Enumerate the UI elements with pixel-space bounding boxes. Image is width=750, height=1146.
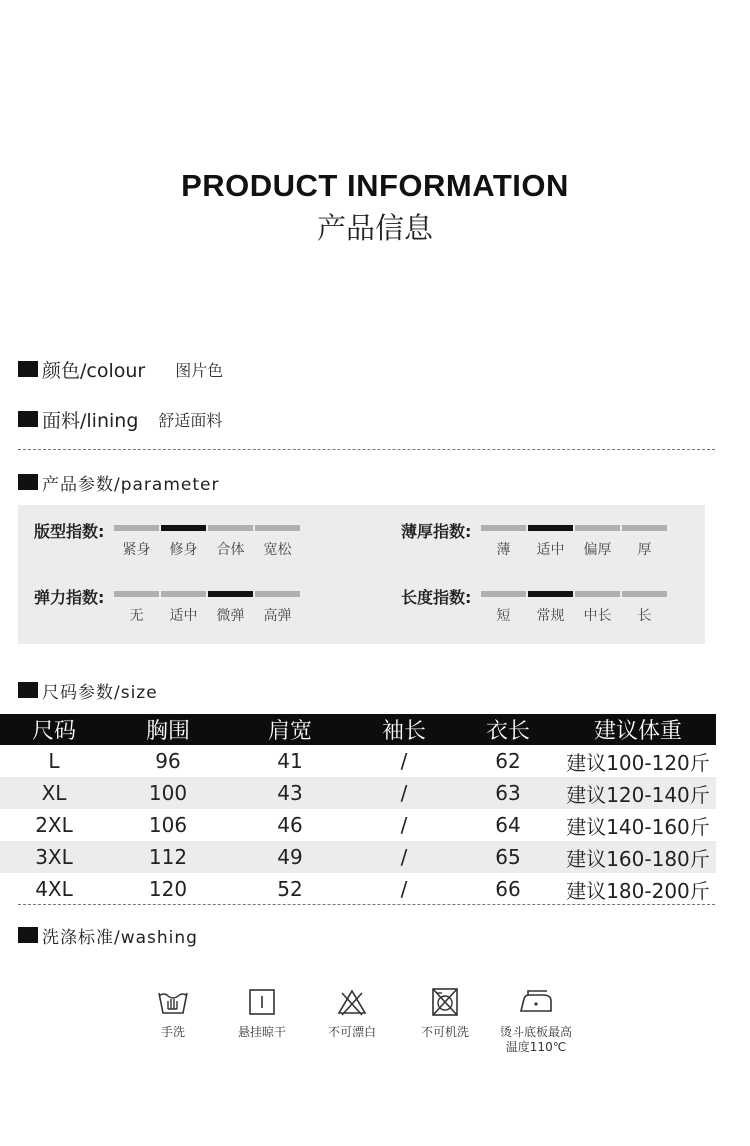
option-label: 合体 [216,542,245,558]
table-cell: 建议100-120斤 [566,750,710,775]
option-label: 短 [496,608,511,624]
table-row [0,873,716,905]
care-item-no-bleach [307,987,397,1040]
bar-segment [575,525,620,531]
length-index-label: 长度指数: [401,588,472,607]
table-cell: 46 [277,813,303,837]
size-heading [18,678,158,702]
bar-segment [208,591,253,597]
bar-segment [528,591,573,597]
elasticity-index-label: 弹力指数: [34,588,105,607]
table-cell: 52 [277,877,303,901]
section-marker [18,411,38,427]
bar-segment [622,525,667,531]
care-item-hand-wash [128,987,218,1040]
bar-segment [161,525,206,531]
no-machine-wash-icon [428,987,462,1017]
table-cell: 4XL [35,877,73,901]
table-cell: 建议140-160斤 [566,814,710,839]
care-label: 不可漂白 [327,1025,376,1039]
option-label: 紧身 [122,542,151,558]
care-item-hang-dry [217,987,307,1040]
table-cell: 100 [108,777,228,809]
header-sleeve: 袖长 [352,714,456,745]
care-label: 不可机洗 [420,1025,469,1039]
table-cell: 63 [456,777,560,809]
section-marker [18,361,38,377]
table-cell: / [400,813,408,837]
bar-segment [208,525,253,531]
section-marker [18,682,38,698]
table-cell: 41 [277,749,303,773]
table-cell: 建议120-140斤 [560,777,716,809]
table-row [0,809,716,841]
table-cell: / [400,877,408,901]
table-header-row [0,714,716,745]
bar-segment [622,591,667,597]
section-marker [18,927,38,943]
option-label: 无 [129,608,144,624]
hang-dry-icon [245,987,279,1017]
option-label: 长 [637,608,652,624]
table-cell: 106 [148,813,188,837]
washing-heading [18,923,198,947]
header-length: 衣长 [456,714,560,745]
parameter-panel [18,505,705,644]
table-cell: 66 [495,877,521,901]
header-shoulder: 肩宽 [228,714,352,745]
table-cell: 2XL [35,813,73,837]
table-cell: 65 [456,841,560,873]
option-label: 适中 [169,608,198,624]
size-label: 尺码参数/size [42,682,158,703]
bar-segment [481,525,526,531]
bar-segment [114,525,159,531]
fit-index-label: 版型指数: [34,522,105,541]
parameter-label: 产品参数/parameter [42,474,220,495]
parameter-heading [18,470,219,494]
table-cell: L [48,749,60,773]
table-cell: 64 [495,813,521,837]
header-chest: 胸围 [108,714,228,745]
care-item-iron [491,987,581,1055]
table-cell: / [352,777,456,809]
option-label: 常规 [536,608,565,624]
lining-label: 面料/lining [42,409,139,432]
option-label: 宽松 [263,542,292,558]
bar-segment [575,591,620,597]
care-label [491,1025,581,1055]
table-cell: 112 [108,841,228,873]
bar-segment [481,591,526,597]
lining-row [18,407,222,431]
bar-segment [161,591,206,597]
colour-label: 颜色/colour [42,359,146,382]
divider [18,904,715,905]
option-label: 微弹 [216,608,245,624]
title-english: PRODUCT INFORMATION [181,168,569,203]
iron-icon [517,987,555,1017]
table-cell: 49 [228,841,352,873]
bar-segment [528,525,573,531]
table-cell: XL [0,777,108,809]
bar-segment [255,525,300,531]
option-label: 厚 [637,542,652,558]
hand-wash-icon [156,987,190,1017]
option-label: 偏厚 [583,542,612,558]
option-label: 高弹 [263,608,292,624]
table-row [0,777,716,809]
care-label: 手洗 [160,1025,185,1039]
section-marker [18,474,38,490]
divider [18,449,715,450]
care-item-no-machine-wash [400,987,490,1040]
size-table [0,714,716,905]
option-label: 薄 [496,542,511,558]
table-cell: 43 [228,777,352,809]
option-label: 适中 [536,542,565,558]
option-label: 中长 [583,608,612,624]
table-cell: 96 [155,749,181,773]
care-label-line: 温度110℃ [505,1040,567,1054]
table-row [0,841,716,873]
colour-row [18,357,223,381]
thickness-index-label: 薄厚指数: [401,522,472,541]
care-label-line: 烫斗底板最高 [499,1025,572,1039]
no-bleach-icon [335,987,369,1017]
table-row [0,745,716,777]
bar-segment [114,591,159,597]
table-cell: / [400,749,408,773]
table-cell: 3XL [0,841,108,873]
lining-value: 舒适面料 [158,410,223,430]
table-cell: 建议180-200斤 [566,878,710,903]
bar-segment [255,591,300,597]
header-size: 尺码 [0,714,108,745]
care-label: 悬挂晾干 [237,1025,286,1039]
washing-label: 洗涤标准/washing [42,927,198,948]
table-cell: 120 [148,877,188,901]
title-chinese: 产品信息 [316,211,433,245]
colour-value: 图片色 [175,360,224,380]
table-cell: 建议160-180斤 [560,841,716,873]
table-cell: / [352,841,456,873]
table-cell: 62 [495,749,521,773]
option-label: 修身 [169,542,198,558]
header-weight: 建议体重 [560,714,716,745]
